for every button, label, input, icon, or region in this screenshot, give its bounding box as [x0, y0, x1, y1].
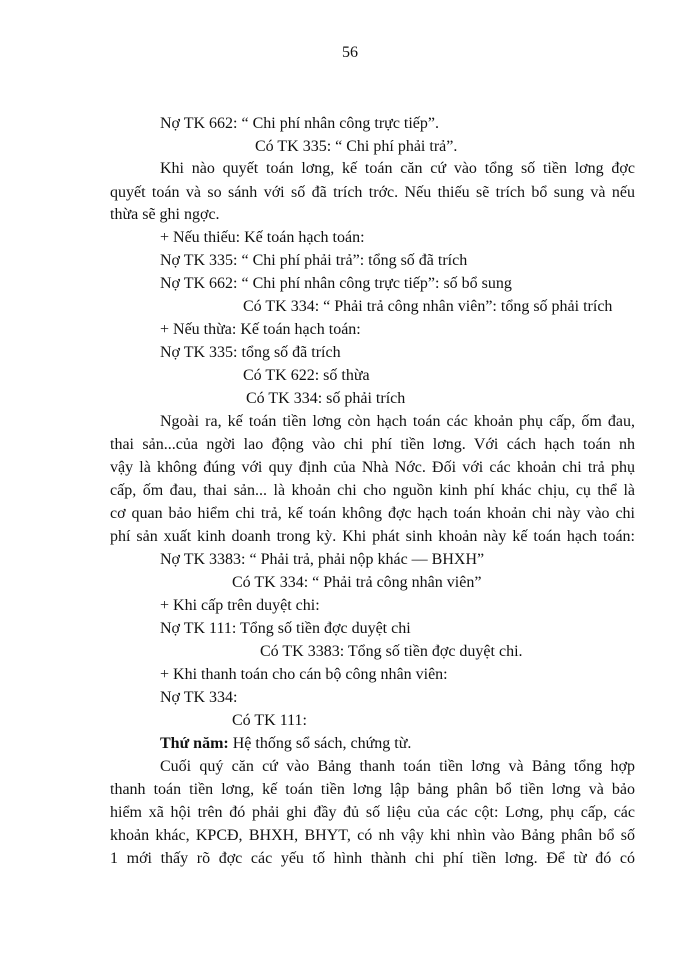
text-line: + Khi thanh toán cho cán bộ công nhân viên:	[160, 666, 448, 683]
text-line: Nợ TK 334:	[160, 689, 238, 706]
text-line: Có TK 334: số phải trích	[246, 390, 406, 407]
text-line: cơ quan bảo hiểm chi trả, kế toán không đợc hạch toán khoản chi này vào chi	[110, 505, 635, 522]
heading-text: Hệ thống sổ sách, chứng từ.	[232, 735, 412, 752]
text-line: Có TK 334: “ Phải trả công nhân viên”	[232, 574, 482, 591]
text-line: phí sản xuất kinh doanh trong kỳ. Khi phát sinh khoản này kế toán hạch toán:	[110, 528, 635, 545]
text-line: quyết toán và so sánh với số đã trích trớc. Nếu thiếu sẽ trích bổ sung và nếu	[110, 184, 635, 201]
text-line: + Nếu thừa: Kế toán hạch toán:	[160, 321, 361, 338]
text-line: Khi nào quyết toán lơng, kế toán căn cứ vào tổng số tiền lơng đợc	[160, 160, 635, 177]
text-line: + Khi cấp trên duyệt chi:	[160, 597, 320, 614]
text-line: Có TK 622: số thừa	[243, 367, 370, 384]
text-line: Nợ TK 662: “ Chi phí nhân công trực tiếp”: số bổ sung	[160, 275, 512, 292]
text-line: thừa sẽ ghi ngợc.	[110, 206, 220, 223]
text-line: hiểm xã hội trên đó phải ghi đầy đủ số liệu của các cột: Lơng, phụ cấp, các	[110, 804, 635, 821]
text-line: thai sản...của ngời lao động vào chi phí tiền lơng. Với cách hạch toán nh	[110, 436, 635, 453]
text-line: Có TK 3383: Tổng số tiền đợc duyệt chi.	[260, 643, 523, 660]
text-line: thanh toán tiền lơng, kế toán tiền lơng lập bảng phân bổ tiền lơng và bảo	[110, 781, 635, 798]
text-line: cấp, ốm đau, thai sản... là khoản chi cho nguồn kinh phí khác chịu, cụ thể là	[110, 482, 635, 499]
text-line: Có TK 334: “ Phải trả công nhân viên”: tổng số phải trích	[243, 298, 613, 315]
text-line: Nợ TK 3383: “ Phải trả, phải nộp khác — BHXH”	[160, 551, 485, 568]
text-line: + Nếu thiếu: Kế toán hạch toán:	[160, 229, 365, 246]
heading-line	[160, 734, 411, 754]
text-line: khoản khác, KPCĐ, BHXH, BHYT, có nh vậy khi nhìn vào Bảng phân bổ số	[110, 827, 635, 844]
text-line: Nợ TK 335: “ Chi phí phải trả”: tổng số đã trích	[160, 252, 468, 269]
text-line: Ngoài ra, kế toán tiền lơng còn hạch toán các khoản phụ cấp, ốm đau,	[160, 413, 635, 430]
text-line: Nợ TK 111: Tổng số tiền đợc duyệt chi	[160, 620, 411, 637]
text-line: Nợ TK 662: “ Chi phí nhân công trực tiếp”.	[160, 115, 440, 132]
page-number: 56	[342, 44, 358, 61]
text-line: 1 mới thấy rõ đợc các yếu tố hình thành chi phí tiền lơng. Để từ đó có	[110, 850, 635, 867]
text-line: Có TK 335: “ Chi phí phải trả”.	[255, 138, 458, 155]
text-line: Nợ TK 335: tổng số đã trích	[160, 344, 341, 361]
text-line: Có TK 111:	[232, 712, 307, 729]
text-line: Cuối quý căn cứ vào Bảng thanh toán tiền lơng và Bảng tổng hợp	[160, 758, 635, 775]
text-line: vậy là không đúng với quy định của Nhà Nớc. Đối với các khoản chi trả phụ	[110, 459, 635, 476]
heading-prefix: Thứ năm:	[160, 735, 229, 752]
